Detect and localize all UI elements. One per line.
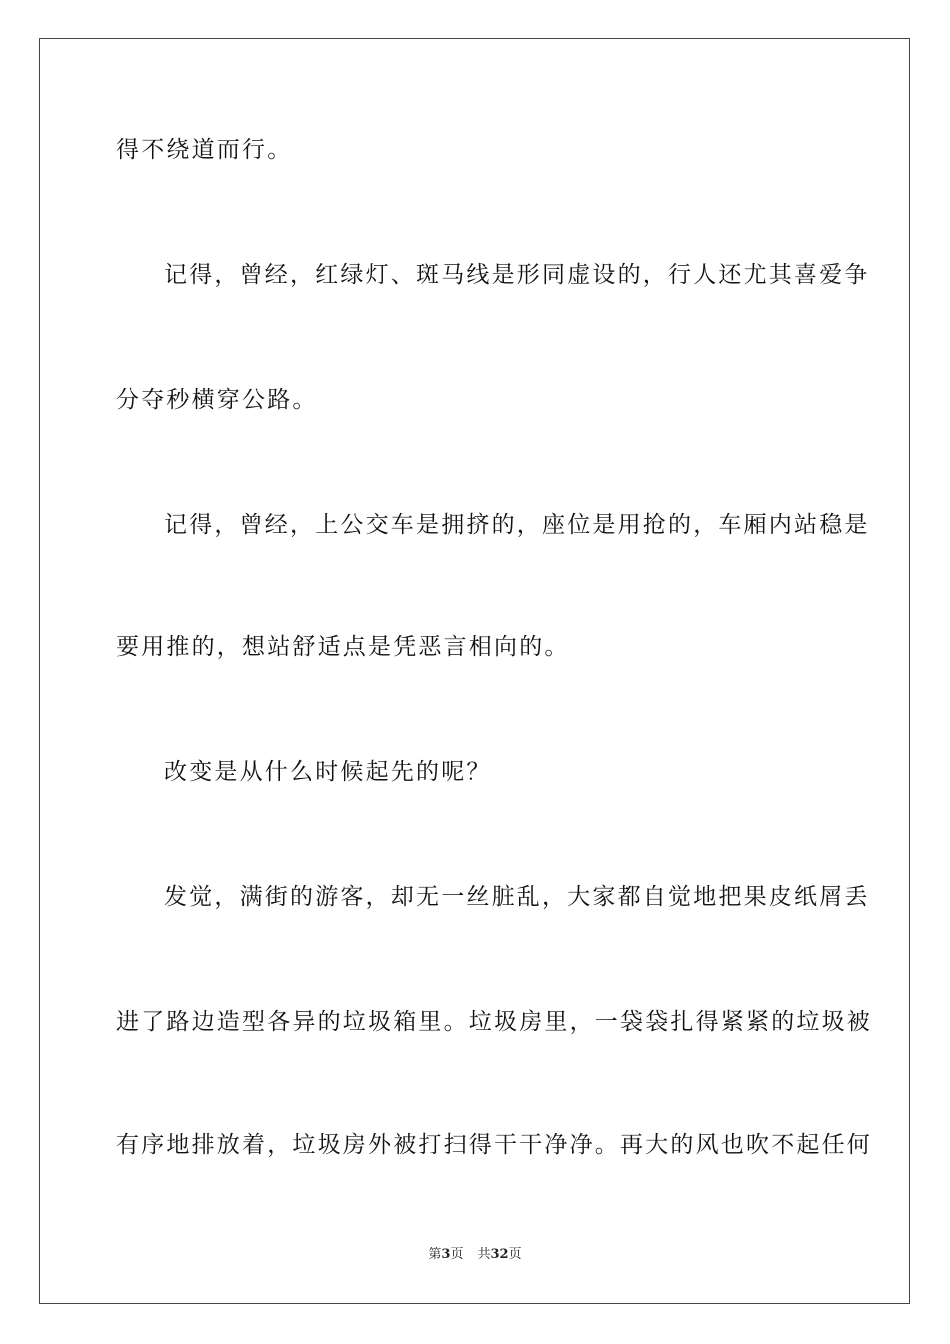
text-line-6: 改变是从什么时候起先的呢？ bbox=[164, 759, 492, 785]
page-border bbox=[39, 38, 910, 1304]
page-number: 3 bbox=[441, 1247, 451, 1262]
text-line-4: 记得，曾经，上公交车是拥挤的，座位是用抢的，车厢内站稳是 bbox=[164, 512, 870, 538]
page-suffix: 页 bbox=[450, 1247, 464, 1262]
page-footer bbox=[0, 1246, 950, 1264]
total-suffix: 页 bbox=[508, 1247, 522, 1262]
text-line-5: 要用推的，想站舒适点是凭恶言相向的。 bbox=[116, 634, 570, 660]
text-line-1: 得不绕道而行。 bbox=[116, 137, 293, 163]
text-line-7: 发觉，满街的游客，却无一丝脏乱，大家都自觉地把果皮纸屑丢 bbox=[164, 884, 870, 910]
total-prefix: 共 bbox=[477, 1247, 491, 1262]
text-line-2: 记得，曾经，红绿灯、斑马线是形同虚设的，行人还尤其喜爱争 bbox=[164, 262, 870, 288]
text-line-9: 有序地排放着，垃圾房外被打扫得干干净净。再大的风也吹不起任何 bbox=[116, 1132, 872, 1158]
text-line-8: 进了路边造型各异的垃圾箱里。垃圾房里，一袋袋扎得紧紧的垃圾被 bbox=[116, 1009, 872, 1035]
page-prefix: 第 bbox=[428, 1247, 442, 1262]
total-pages: 32 bbox=[490, 1247, 509, 1262]
text-line-3: 分夺秒横穿公路。 bbox=[116, 387, 318, 413]
